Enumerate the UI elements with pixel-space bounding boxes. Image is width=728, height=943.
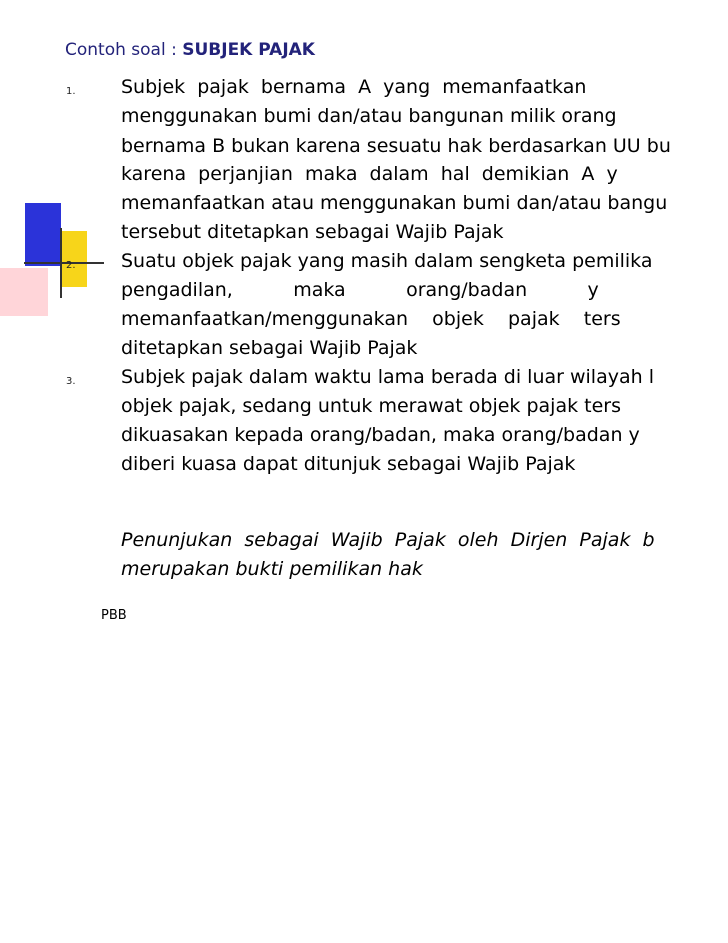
item-line: diberi kuasa dapat ditunjuk sebagai Wajib Pajak	[121, 453, 576, 475]
item-line: Suatu objek pajak yang masih dalam sengketa pemilika	[121, 250, 653, 272]
footer-label: PBB	[101, 608, 127, 623]
decorative-horizontal-line	[24, 262, 104, 264]
item-number: 1.	[66, 86, 76, 97]
item-line: pengadilan, maka orang/badan y	[121, 279, 599, 301]
item-line: memanfaatkan atau menggunakan bumi dan/atau bangu	[121, 192, 668, 214]
note-line: merupakan bukti pemilikan hak	[121, 558, 423, 580]
item-line: karena perjanjian maka dalam hal demikian A y	[121, 163, 618, 185]
item-line: objek pajak, sedang untuk merawat objek pajak ters	[121, 395, 621, 417]
item-line: bernama B bukan karena sesuatu hak berdasarkan UU bu	[121, 135, 671, 157]
note-line: Penunjukan sebagai Wajib Pajak oleh Dirjen Pajak b	[121, 529, 655, 551]
decorative-pink-square	[0, 268, 48, 316]
item-number: 2.	[66, 260, 76, 271]
decorative-blue-square	[25, 203, 61, 266]
item-line: ditetapkan sebagai Wajib Pajak	[121, 337, 418, 359]
item-line: memanfaatkan/menggunakan objek pajak ters	[121, 308, 621, 330]
item-line: dikuasakan kepada orang/badan, maka orang/badan y	[121, 424, 640, 446]
slide-title	[65, 40, 315, 60]
title-bold: SUBJEK PAJAK	[182, 40, 315, 60]
decorative-yellow-square	[61, 231, 87, 287]
item-line: Subjek pajak dalam waktu lama berada di luar wilayah l	[121, 366, 654, 388]
item-number: 3.	[66, 376, 76, 387]
item-line: tersebut ditetapkan sebagai Wajib Pajak	[121, 221, 504, 243]
item-line: Subjek pajak bernama A yang memanfaatkan	[121, 76, 587, 98]
item-line: menggunakan bumi dan/atau bangunan milik orang	[121, 105, 617, 127]
title-prefix: Contoh soal :	[65, 40, 183, 60]
